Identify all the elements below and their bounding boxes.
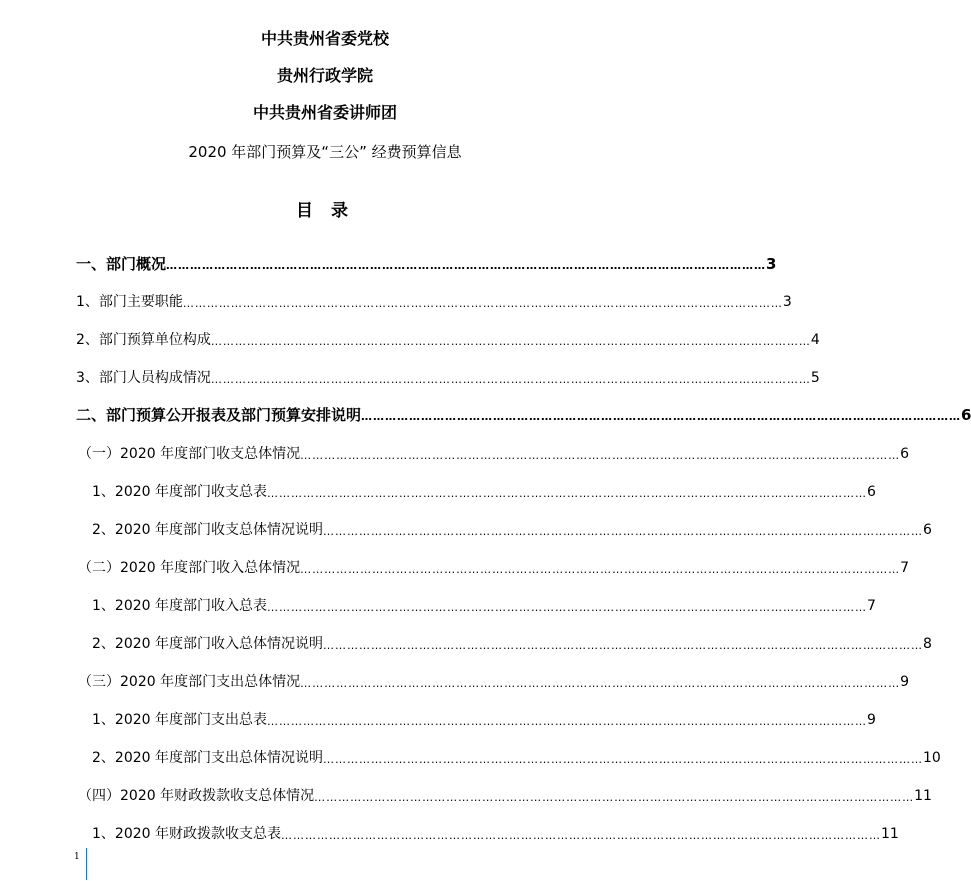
toc-entry-page: 8 [923,636,932,652]
toc-leader-dots: …………………………………………………………………………………………………………………………………… [182,297,783,310]
footer-page-number: 1 [74,852,80,862]
toc-entry-label: （三）2020 年度部门支出总体情况 [78,674,301,690]
toc-entry-label: 2、2020 年度部门收入总体情况说明 [92,636,323,652]
toc-entry-page: 6 [900,446,910,462]
org-title-1: 中共贵州省委党校 [260,29,389,48]
toc-entry-label: 2、2020 年度部门支出总体情况说明 [92,750,323,766]
toc-entry-page: 10 [923,750,941,766]
toc-entry-label: 一、部门概况 [76,255,167,273]
toc-leader-dots: …………………………………………………………………………………………………………………………………… [323,639,923,652]
toc-entry-page: 4 [810,332,820,348]
toc-entry-page: 6 [961,406,971,424]
toc-entry[interactable] [76,633,932,655]
toc-entry-page: 6 [867,484,876,500]
toc-leader-dots: …………………………………………………………………………………………………………………………………… [281,829,881,842]
toc-leader-dots: …………………………………………………………………………………………………………………………………… [210,373,811,386]
toc-leader-dots: …………………………………………………………………………………………………………………………………… [314,791,915,804]
toc-entry-page: 9 [867,712,876,728]
toc-leader-dots: …………………………………………………………………………………………………………………………………… [300,677,901,690]
toc-leader-dots: …………………………………………………………………………………………………………………………………… [300,449,901,462]
toc-entry-page: 7 [867,598,876,614]
toc-entry[interactable] [76,329,820,351]
toc-leader-dots: …………………………………………………………………………………………………………………………………… [323,753,923,766]
toc-entry-page: 6 [923,522,932,538]
toc-entry-section-2[interactable] [76,404,971,426]
toc-entry[interactable] [76,481,876,503]
toc-leader-dots: …………………………………………………………………………………………………………………………………… [323,525,923,538]
toc-leader-dots: …………………………………………………………………………………………………………………………………… [267,487,867,500]
toc-entry-label: 二、部门预算公开报表及部门预算安排说明 [76,406,362,424]
toc-entry-label: （四）2020 年财政拨款收支总体情况 [78,788,315,804]
toc-entry[interactable] [76,519,932,541]
toc-entry[interactable] [76,709,876,731]
toc-entry-page: 9 [900,674,910,690]
org-title-3: 中共贵州省委讲师团 [252,103,397,122]
toc-entry-label: （一）2020 年度部门收支总体情况 [78,446,301,462]
toc-entry-label: 1、部门主要职能 [76,294,183,310]
org-title-2: 贵州行政学院 [276,66,373,85]
toc-entry[interactable] [76,747,941,769]
toc-entry[interactable] [76,291,792,313]
toc-entry-label: 1、2020 年财政拨款收支总表 [92,826,281,842]
toc-leader-dots: …………………………………………………………………………………………………………………………………… [267,715,867,728]
toc-entry-label: 1、2020 年度部门收支总表 [92,484,267,500]
toc-entry-label: 3、部门人员构成情况 [76,370,211,386]
toc-entry[interactable] [76,595,876,617]
toc-entry[interactable] [76,443,910,465]
toc-leader-dots: …………………………………………………………………………………………………………………………………… [210,335,811,348]
toc-entry[interactable] [76,823,899,845]
toc-entry[interactable] [76,367,820,389]
toc-entry-page: 3 [766,255,777,273]
toc-entry-label: 1、2020 年度部门支出总表 [92,712,267,728]
text-cursor [86,848,87,880]
toc-entry-page: 11 [914,788,932,804]
toc-entry-page: 7 [900,560,910,576]
toc-entry-page: 11 [881,826,899,842]
document-subtitle: 2020 年部门预算及“三公” 经费预算信息 [188,143,462,161]
toc-entry-label: 2、部门预算单位构成 [76,332,211,348]
toc-entry[interactable] [76,557,910,579]
toc-leader-dots: …………………………………………………………………………………………………………………………………… [267,601,867,614]
toc-entry[interactable] [76,785,932,807]
toc-leader-dots: …………………………………………………………………………………………………………………………………… [300,563,901,576]
toc-entry-page: 3 [782,294,792,310]
toc-leader-dots: …………………………………………………………………………………………………………………………………… [166,259,767,272]
toc-entry-label: 2、2020 年度部门收支总体情况说明 [92,522,323,538]
toc-heading: 目 录 [296,201,354,221]
toc-entry-page: 5 [810,370,820,386]
toc-entry-label: （二）2020 年度部门收入总体情况 [78,560,301,576]
toc-entry-section-1[interactable] [76,253,777,275]
toc-leader-dots: …………………………………………………………………………………………………………………………………… [361,410,962,423]
toc-entry[interactable] [76,671,910,693]
toc-entry-label: 1、2020 年度部门收入总表 [92,598,267,614]
